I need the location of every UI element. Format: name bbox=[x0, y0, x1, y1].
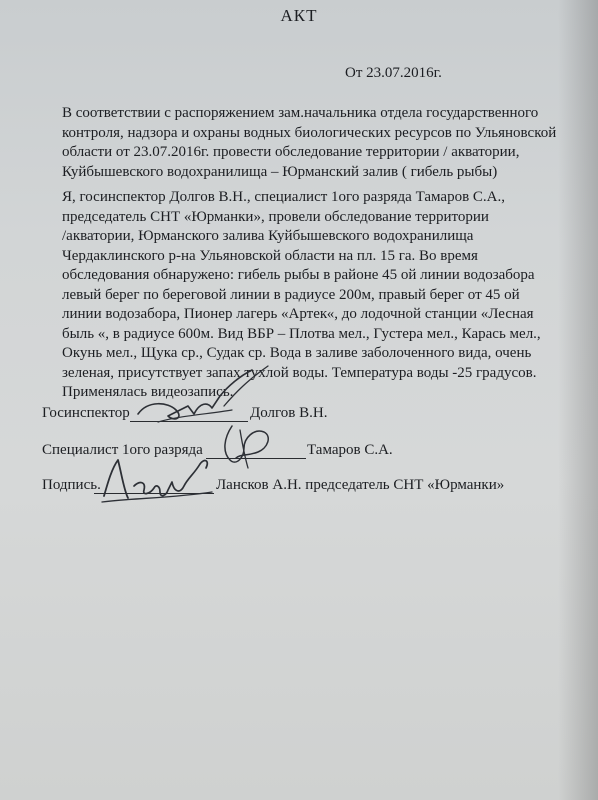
text-line: /акватории, Юрманского залива Куйбышевского водохранилища bbox=[62, 228, 474, 244]
text-line: области от 23.07.2016г. провести обследование территории / акватории, bbox=[62, 144, 520, 160]
intro-paragraph bbox=[62, 104, 556, 182]
text-line: линии водозабора, Пионер лагерь «Артек«, до лодочной станции «Лесная bbox=[62, 306, 534, 322]
text-line: Куйбышевского водохранилища – Юрманский залив ( гибель рыбы) bbox=[62, 163, 498, 180]
text-line: контроля, надзора и охраны водных биологических ресурсов по Ульяновской bbox=[62, 124, 557, 141]
text-line: председатель СНТ «Юрманки», провели обследование территории bbox=[62, 208, 489, 225]
text-line: левый берег по береговой линии в радиусе 200м, правый берег от 45 ой bbox=[62, 286, 520, 303]
signature-name: Тамаров С.А. bbox=[307, 442, 393, 458]
text-line: Я, госинспектор Долгов В.Н., специалист 1ого разряда Тамаров С.А., bbox=[62, 189, 506, 205]
text-line: Применялась видеозапись. bbox=[62, 384, 234, 400]
text-line: В соответствии с распоряжением зам.начальника отдела государственного bbox=[62, 105, 539, 121]
text-line: обследования обнаружено: гибель рыбы в районе 45 ой линии водозабора bbox=[62, 267, 535, 283]
handwritten-signature-icon bbox=[94, 446, 224, 510]
signature-name: Долгов В.Н. bbox=[250, 405, 328, 421]
text-line: быль «, в радиусе 600м. Вид ВБР – Плотва мел., Густера мел., Карась мел., bbox=[62, 325, 541, 342]
signature-role: Госинспектор bbox=[42, 405, 130, 421]
document-date: От 23.07.2016г. bbox=[345, 65, 442, 81]
signature-role: Подпись. bbox=[42, 477, 101, 493]
signature-role: Специалист 1ого разряда bbox=[42, 442, 203, 458]
text-line: зеленая, присутствует запах тухлой воды. Температура воды -25 градусов. bbox=[62, 364, 537, 381]
handwritten-signature-icon bbox=[214, 418, 284, 474]
signature-name: Лансков А.Н. председатель СНТ «Юрманки» bbox=[216, 477, 505, 493]
text-line: Окунь мел., Щука ср., Судак ср. Вода в заливе заболоченного вида, очень bbox=[62, 345, 532, 361]
document-title: АКТ bbox=[280, 6, 318, 25]
text-line: Чердаклинского р-на Ульяновской области на пл. 15 га. Во время bbox=[62, 247, 478, 264]
